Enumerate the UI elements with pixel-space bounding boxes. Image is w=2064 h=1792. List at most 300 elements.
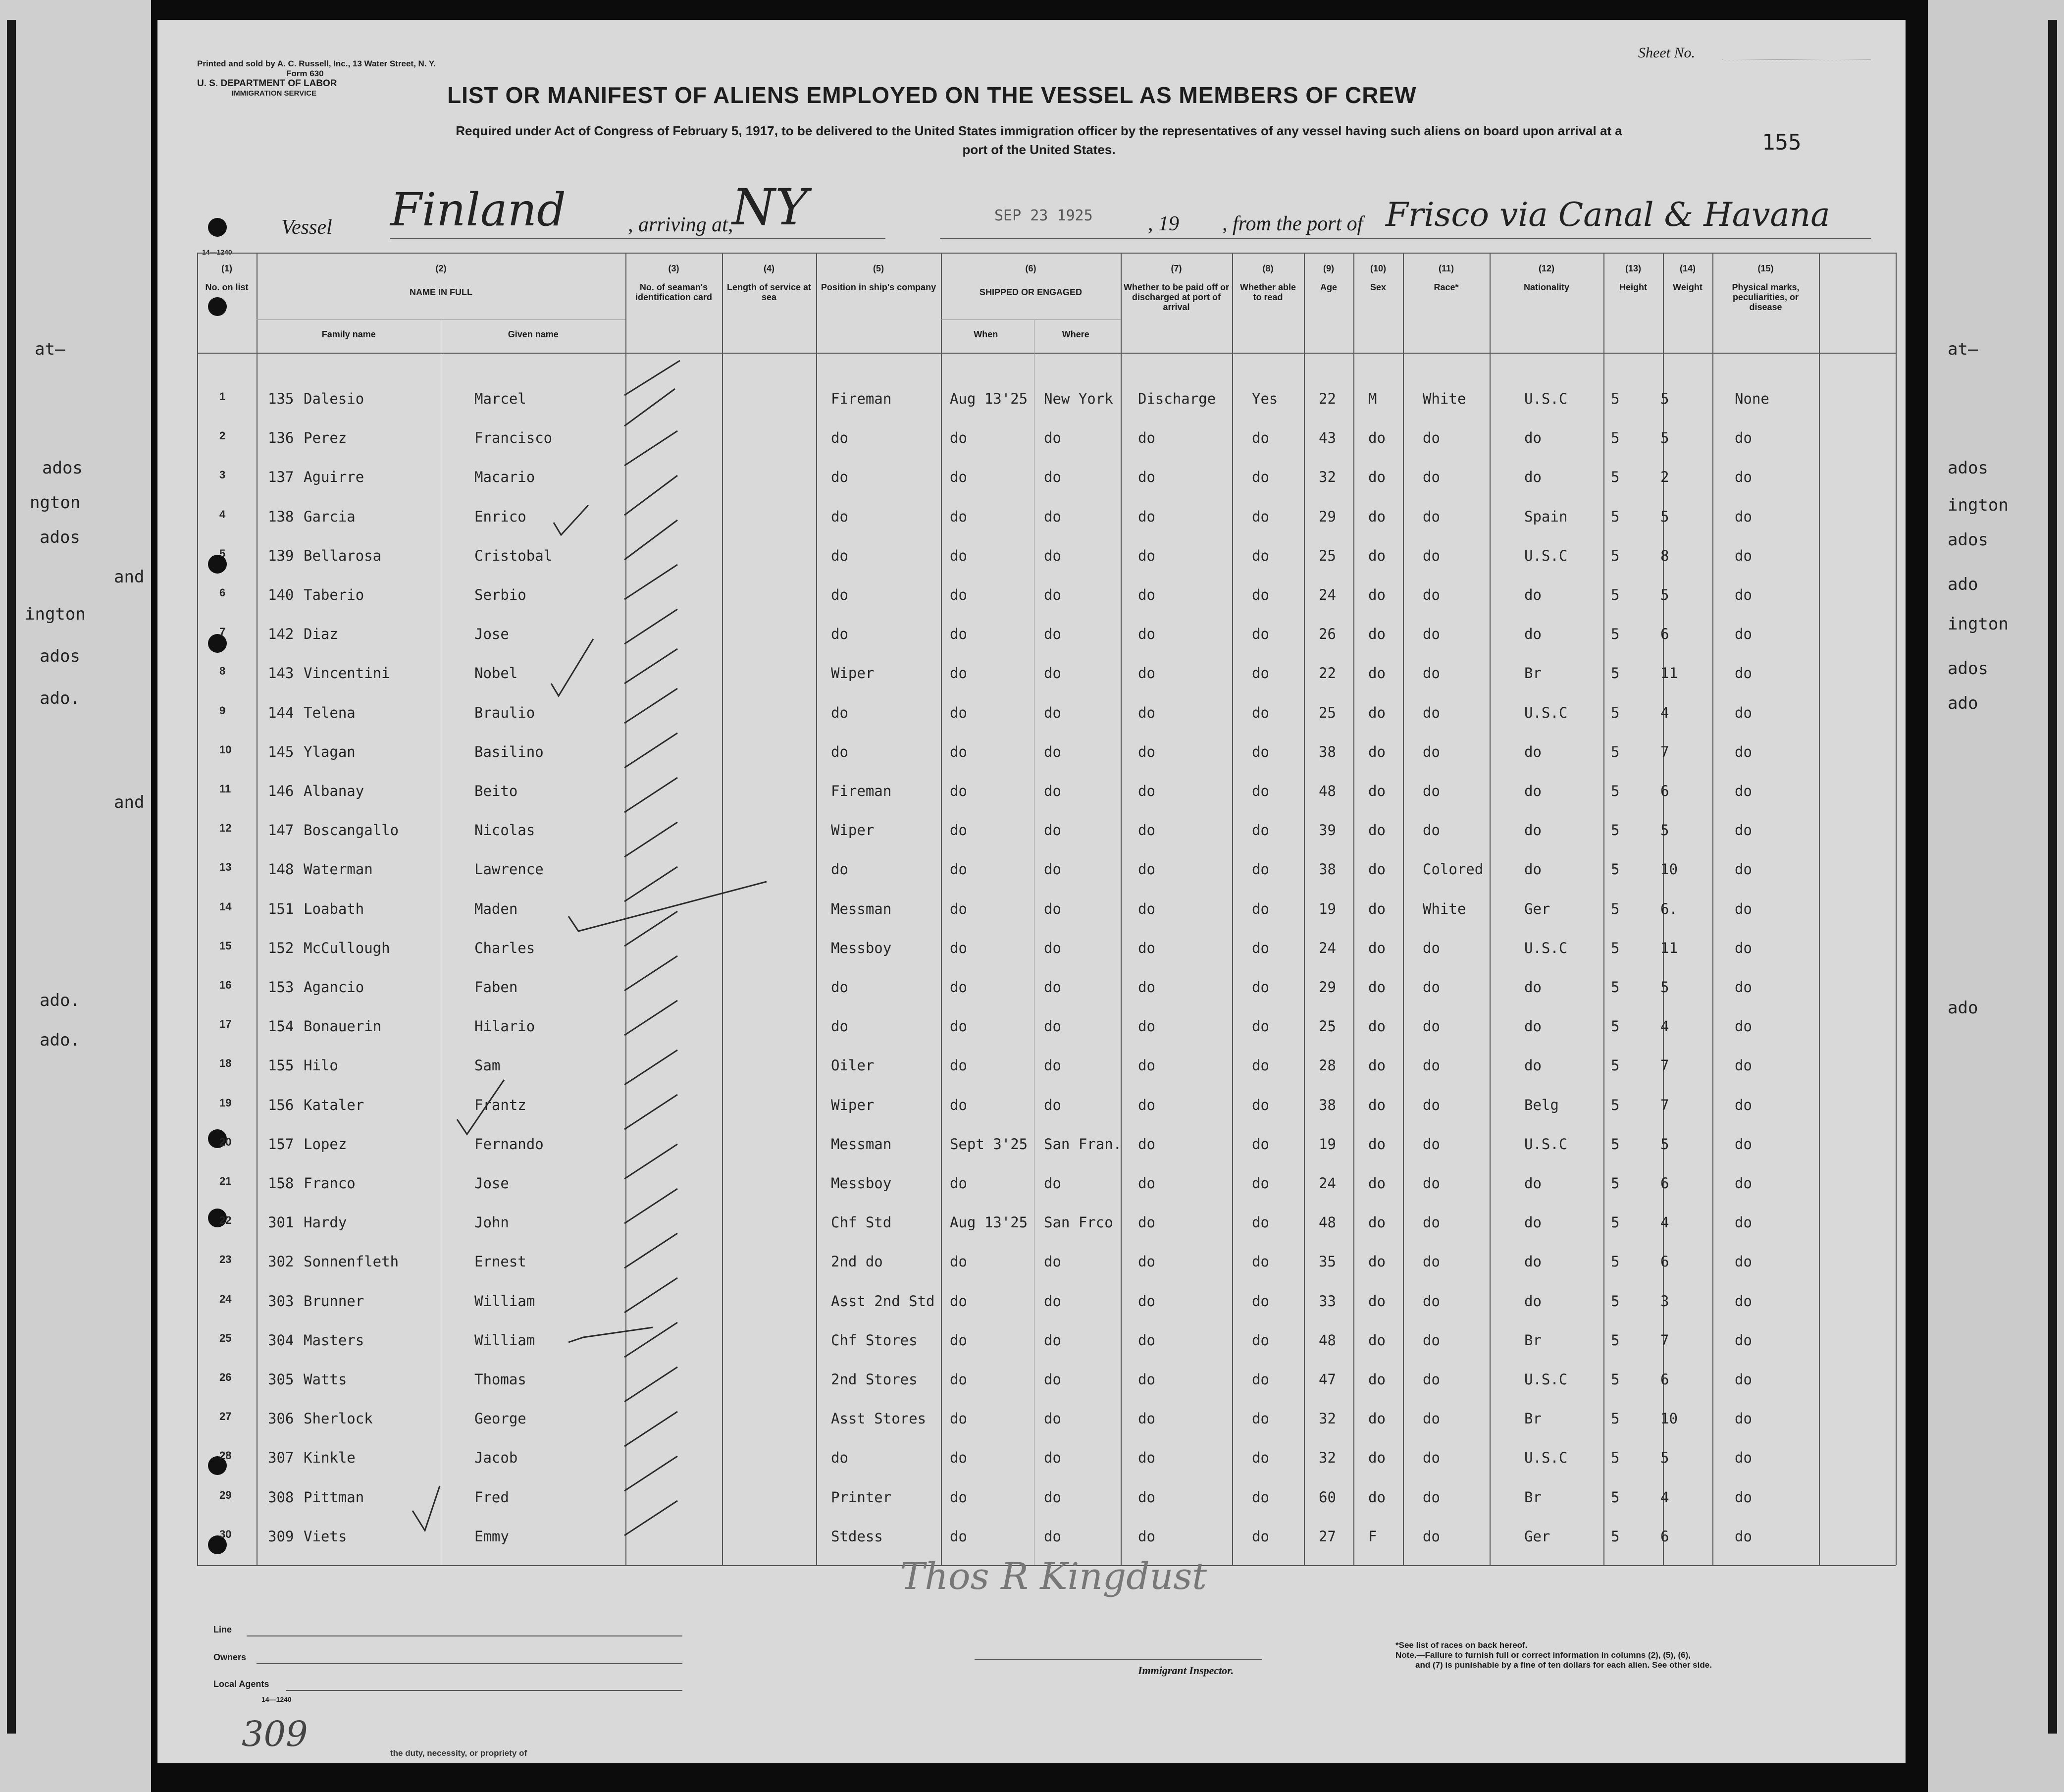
cell-race: do [1423,469,1440,486]
cell-paid: do [1138,1096,1155,1113]
cell-id: 138 [268,508,294,525]
cell-id: 143 [268,665,294,682]
column-number: (3) [668,264,679,273]
sheet-no-label: Sheet No. [1638,45,1695,61]
cell-no: 8 [219,665,226,678]
cell-height: 5 [1611,469,1620,486]
bottom-fragment: the duty, necessity, or propriety of [390,1748,527,1758]
cell-read: do [1252,547,1269,564]
cell-marks: do [1735,1449,1752,1467]
cell-given: Francisco [474,429,553,447]
cell-race: do [1423,586,1440,603]
cell-height: 5 [1611,665,1620,682]
cell-paid: do [1138,1528,1155,1545]
cell-given: George [474,1410,526,1427]
cell-race: do [1423,508,1440,525]
cell-where: do [1044,939,1061,956]
cell-age: 22 [1319,665,1336,682]
column-label: Length of service at sea [726,282,812,302]
cell-position: Asst 2nd Std [831,1292,935,1310]
cell-read: do [1252,665,1269,682]
cell-no: 22 [219,1214,232,1227]
cell-given: Charles [474,939,535,956]
cell-age: 29 [1319,508,1336,525]
cell-weight: 10 [1660,1410,1678,1427]
cell-read: do [1252,743,1269,760]
cell-position: do [831,704,848,721]
cell-paid: do [1138,704,1155,721]
cell-id: 147 [268,822,294,839]
form-number: Form 630 [286,69,324,78]
column-number: (1) [221,264,232,273]
cell-age: 33 [1319,1292,1336,1310]
cell-height: 5 [1611,1528,1620,1545]
cell-age: 28 [1319,1057,1336,1074]
cell-family: Vincentini [304,665,390,682]
from-port: Frisco via Canal & Havana [1386,196,1830,234]
cell-no: 30 [219,1528,232,1540]
cell-id: 305 [268,1371,294,1388]
column-sublabel: Where [1062,329,1089,339]
column-number: (14) [1679,264,1696,273]
cell-weight: 6 [1660,626,1669,643]
cell-age: 38 [1319,1096,1336,1113]
edge-text: and [114,792,145,812]
edge-text: ados [1948,530,1988,550]
cell-position: do [831,1449,848,1467]
cell-paid: do [1138,1331,1155,1349]
cell-when: do [950,1292,967,1310]
cell-race: do [1423,1410,1440,1427]
cell-when: do [950,586,967,603]
cell-marks: do [1735,1410,1752,1427]
cell-age: 19 [1319,1135,1336,1153]
cell-sex: do [1368,1096,1386,1113]
cell-given: William [474,1331,535,1349]
cell-age: 39 [1319,822,1336,839]
cell-age: 35 [1319,1253,1336,1270]
cell-age: 26 [1319,626,1336,643]
cell-when: do [950,704,967,721]
cell-race: do [1423,429,1440,447]
cell-marks: do [1735,704,1752,721]
column-label: No. of seaman's identification card [635,282,713,302]
column-label: NAME IN FULL [410,287,472,297]
column-label: Age [1320,282,1337,292]
cell-weight: 4 [1660,1018,1669,1035]
cell-sex: do [1368,1449,1386,1467]
cell-nat: do [1524,822,1542,839]
cell-race: Colored [1423,861,1484,878]
column-number: (9) [1323,264,1334,273]
cell-sex: do [1368,429,1386,447]
cell-id: 309 [268,1528,294,1545]
cell-family: Kinkle [304,1449,356,1467]
cell-given: Fred [474,1488,509,1506]
column-sublabel: Given name [508,329,559,339]
cell-marks: do [1735,508,1752,525]
cell-nat: Ger [1524,1528,1550,1545]
cell-family: Kataler [304,1096,364,1113]
year-label: , 19 [1148,212,1179,235]
cell-position: Asst Stores [831,1410,927,1427]
cell-marks: do [1735,1331,1752,1349]
cell-age: 25 [1319,704,1336,721]
cell-given: Fernando [474,1135,544,1153]
cell-age: 48 [1319,1214,1336,1231]
cell-id: 307 [268,1449,294,1467]
cell-paid: do [1138,743,1155,760]
column-label: Whether to be paid off or discharged at port of arrival [1124,282,1229,312]
cell-read: do [1252,626,1269,643]
cell-weight: 6 [1660,1253,1669,1270]
cell-nat: do [1524,1018,1542,1035]
cell-height: 5 [1611,900,1620,917]
cell-where: do [1044,1253,1061,1270]
cell-position: Oiler [831,1057,875,1074]
cell-id: 157 [268,1135,294,1153]
cell-given: Nicolas [474,822,535,839]
cell-when: do [950,783,967,799]
cell-nat: do [1524,469,1542,486]
cell-sex: do [1368,861,1386,878]
cell-weight: 5 [1660,1449,1669,1467]
local-agents-label: Local Agents [213,1679,269,1689]
cell-when: do [950,1449,967,1467]
cell-read: do [1252,822,1269,839]
cell-where: do [1044,1528,1061,1545]
cell-sex: do [1368,704,1386,721]
cell-race: do [1423,1018,1440,1035]
cell-given: Faben [474,979,518,996]
cell-position: Wiper [831,1096,875,1113]
cell-where: do [1044,665,1061,682]
cell-age: 19 [1319,900,1336,917]
cell-nat: Br [1524,1331,1542,1349]
cell-nat: do [1524,861,1542,878]
cell-id: 142 [268,626,294,643]
cell-id: 156 [268,1096,294,1113]
cell-race: do [1423,1292,1440,1310]
cell-weight: 4 [1660,704,1669,721]
cell-weight: 7 [1660,743,1669,760]
cell-position: Fireman [831,390,892,407]
department-label: U. S. DEPARTMENT OF LABOR [197,78,337,89]
cell-nat: do [1524,743,1542,760]
cell-position: do [831,626,848,643]
cell-family: Waterman [304,861,373,878]
cell-height: 5 [1611,822,1620,839]
cell-when: do [950,1096,967,1113]
cell-id: 145 [268,743,294,760]
cell-nat: U.S.C [1524,939,1568,956]
cell-family: Masters [304,1331,364,1349]
cell-weight: 5 [1660,508,1669,525]
cell-sex: do [1368,1175,1386,1192]
races-note: *See list of races on back hereof. [1395,1640,1528,1650]
cell-age: 60 [1319,1488,1336,1506]
cell-no: 24 [219,1292,232,1305]
cell-sex: do [1368,979,1386,996]
cell-family: Garcia [304,508,356,525]
cell-read: do [1252,1096,1269,1113]
cell-race: do [1423,1057,1440,1074]
cell-no: 13 [219,861,232,874]
cell-given: Marcel [474,390,526,407]
cell-where: do [1044,1096,1061,1113]
cell-no: 17 [219,1018,232,1031]
cell-race: do [1423,743,1440,760]
cell-when: Sept 3'25 [950,1135,1028,1153]
edge-text: ngton [30,493,81,513]
cell-no: 1 [219,390,226,403]
cell-weight: 10 [1660,861,1678,878]
cell-sex: do [1368,665,1386,682]
cell-no: 15 [219,939,232,952]
cell-given: Sam [474,1057,501,1074]
cell-marks: do [1735,1253,1752,1270]
cell-when: do [950,743,967,760]
cell-weight: 3 [1660,1292,1669,1310]
column-number: (4) [764,264,774,273]
cell-when: do [950,1410,967,1427]
cell-race: do [1423,1135,1440,1153]
cell-height: 5 [1611,704,1620,721]
cell-family: Taberio [304,586,364,603]
footer-form-code: 14—1240 [261,1695,292,1703]
cell-no: 25 [219,1331,232,1344]
edge-text: and [114,567,145,587]
cell-position: do [831,586,848,603]
column-label: No. on list [205,282,249,292]
cell-read: do [1252,861,1269,878]
film-strip-left [7,20,16,1734]
cell-sex: do [1368,783,1386,799]
cell-where: do [1044,979,1061,996]
cell-no: 29 [219,1488,232,1501]
cell-where: San Fran. [1044,1135,1122,1153]
cell-family: Aguirre [304,469,364,486]
cell-nat: do [1524,979,1542,996]
cell-nat: do [1524,626,1542,643]
cell-where: do [1044,1057,1061,1074]
cell-when: do [950,469,967,486]
cell-sex: do [1368,1214,1386,1231]
cell-id: 155 [268,1057,294,1074]
cell-given: Serbio [474,586,526,603]
cell-sex: do [1368,586,1386,603]
cell-no: 28 [219,1449,232,1462]
cell-sex: M [1368,390,1377,407]
cell-age: 48 [1319,1331,1336,1349]
cell-nat: Ger [1524,900,1550,917]
cell-weight: 5 [1660,586,1669,603]
cell-read: do [1252,1488,1269,1506]
service-label: IMMIGRATION SERVICE [232,89,317,98]
cell-sex: do [1368,939,1386,956]
cell-age: 47 [1319,1371,1336,1388]
cell-when: do [950,665,967,682]
film-strip-right [2048,20,2057,1734]
cell-where: do [1044,704,1061,721]
cell-age: 25 [1319,1018,1336,1035]
cell-paid: do [1138,1018,1155,1035]
cell-sex: do [1368,547,1386,564]
cell-no: 7 [219,626,226,638]
edge-text: ados [40,527,80,547]
cell-id: 153 [268,979,294,996]
cell-height: 5 [1611,626,1620,643]
cell-position: do [831,979,848,996]
cell-given: William [474,1292,535,1310]
column-number: (8) [1262,264,1274,273]
cell-given: Enrico [474,508,526,525]
cell-weight: 5 [1660,1135,1669,1153]
cell-marks: do [1735,861,1752,878]
edge-text: at— [1948,339,1978,359]
cell-nat: U.S.C [1524,1449,1568,1467]
cell-where: do [1044,1371,1061,1388]
cell-height: 5 [1611,783,1620,799]
cell-marks: do [1735,1018,1752,1035]
page-number: 155 [1762,130,1802,155]
cell-race: do [1423,1253,1440,1270]
cell-when: do [950,1057,967,1074]
cell-weight: 4 [1660,1214,1669,1231]
cell-race: do [1423,1488,1440,1506]
cell-id: 151 [268,900,294,917]
cell-family: Sonnenfleth [304,1253,399,1270]
cell-age: 25 [1319,547,1336,564]
cell-family: Diaz [304,626,338,643]
cell-read: Yes [1252,390,1278,407]
cell-position: do [831,547,848,564]
cell-position: Messboy [831,1175,892,1192]
cell-when: do [950,626,967,643]
date-stamp: SEP 23 1925 [994,207,1093,224]
cell-age: 24 [1319,1175,1336,1192]
cell-given: Frantz [474,1096,526,1113]
cell-where: do [1044,822,1061,839]
cell-height: 5 [1611,1018,1620,1035]
cell-age: 32 [1319,1449,1336,1467]
cell-marks: do [1735,1096,1752,1113]
cell-where: do [1044,626,1061,643]
cell-marks: do [1735,1175,1752,1192]
column-number: (10) [1370,264,1386,273]
cell-no: 23 [219,1253,232,1266]
cell-read: do [1252,1292,1269,1310]
cell-family: Ylagan [304,743,356,760]
cell-where: do [1044,547,1061,564]
cell-position: 2nd do [831,1253,883,1270]
cell-race: do [1423,704,1440,721]
cell-given: Ernest [474,1253,526,1270]
immigrant-inspector-label: Immigrant Inspector. [1138,1664,1234,1677]
cell-where: New York [1044,390,1113,407]
cell-no: 12 [219,822,232,835]
cell-when: do [950,547,967,564]
cell-paid: do [1138,508,1155,525]
cell-race: do [1423,1371,1440,1388]
column-number: (2) [435,264,447,273]
cell-when: do [950,508,967,525]
cell-family: Brunner [304,1292,364,1310]
cell-nat: Br [1524,1410,1542,1427]
handwritten-checkmarks [157,20,1906,1763]
cell-height: 5 [1611,743,1620,760]
cell-given: Cristobal [474,547,553,564]
cell-position: do [831,429,848,447]
cell-family: Boscangallo [304,822,399,839]
cell-race: do [1423,1528,1440,1545]
cell-read: do [1252,1410,1269,1427]
edge-text: ados [1948,659,1988,679]
cell-nat: Br [1524,665,1542,682]
cell-paid: do [1138,783,1155,799]
cell-nat: do [1524,429,1542,447]
cell-id: 302 [268,1253,294,1270]
cell-race: do [1423,1175,1440,1192]
cell-family: Albanay [304,783,364,799]
edge-text: ington [1948,614,2009,634]
cell-where: do [1044,900,1061,917]
cell-read: do [1252,1371,1269,1388]
cell-marks: do [1735,1371,1752,1388]
cell-paid: do [1138,547,1155,564]
cell-marks: do [1735,979,1752,996]
cell-when: do [950,1175,967,1192]
handwritten-count: 309 [242,1714,308,1754]
cell-nat: Spain [1524,508,1568,525]
cell-when: do [950,822,967,839]
column-label: SHIPPED OR ENGAGED [979,287,1083,297]
cell-family: Lopez [304,1135,347,1153]
cell-height: 5 [1611,1096,1620,1113]
cell-age: 27 [1319,1528,1336,1545]
cell-height: 5 [1611,586,1620,603]
column-sublabel: When [974,329,998,339]
cell-id: 304 [268,1331,294,1349]
cell-id: 152 [268,939,294,956]
cell-read: do [1252,469,1269,486]
cell-weight: 7 [1660,1096,1669,1113]
cell-position: do [831,743,848,760]
cell-race: do [1423,1331,1440,1349]
cell-nat: Belg [1524,1096,1559,1113]
cell-height: 5 [1611,861,1620,878]
cell-marks: do [1735,586,1752,603]
edge-text: ado [1948,693,1978,713]
cell-family: Loabath [304,900,364,917]
cell-weight: 4 [1660,1488,1669,1506]
cell-position: Printer [831,1488,892,1506]
cell-height: 5 [1611,429,1620,447]
cell-age: 32 [1319,1410,1336,1427]
cell-family: Pittman [304,1488,364,1506]
cell-weight: 7 [1660,1057,1669,1074]
cell-sex: do [1368,900,1386,917]
cell-read: do [1252,1057,1269,1074]
cell-race: do [1423,1214,1440,1231]
column-label: Sex [1370,282,1387,292]
cell-family: Dalesio [304,390,364,407]
cell-paid: do [1138,1371,1155,1388]
cell-read: do [1252,939,1269,956]
printer-line: Printed and sold by A. C. Russell, Inc., 13 Water Street, N. Y. [197,59,436,68]
cell-no: 2 [219,429,226,442]
cell-read: do [1252,586,1269,603]
